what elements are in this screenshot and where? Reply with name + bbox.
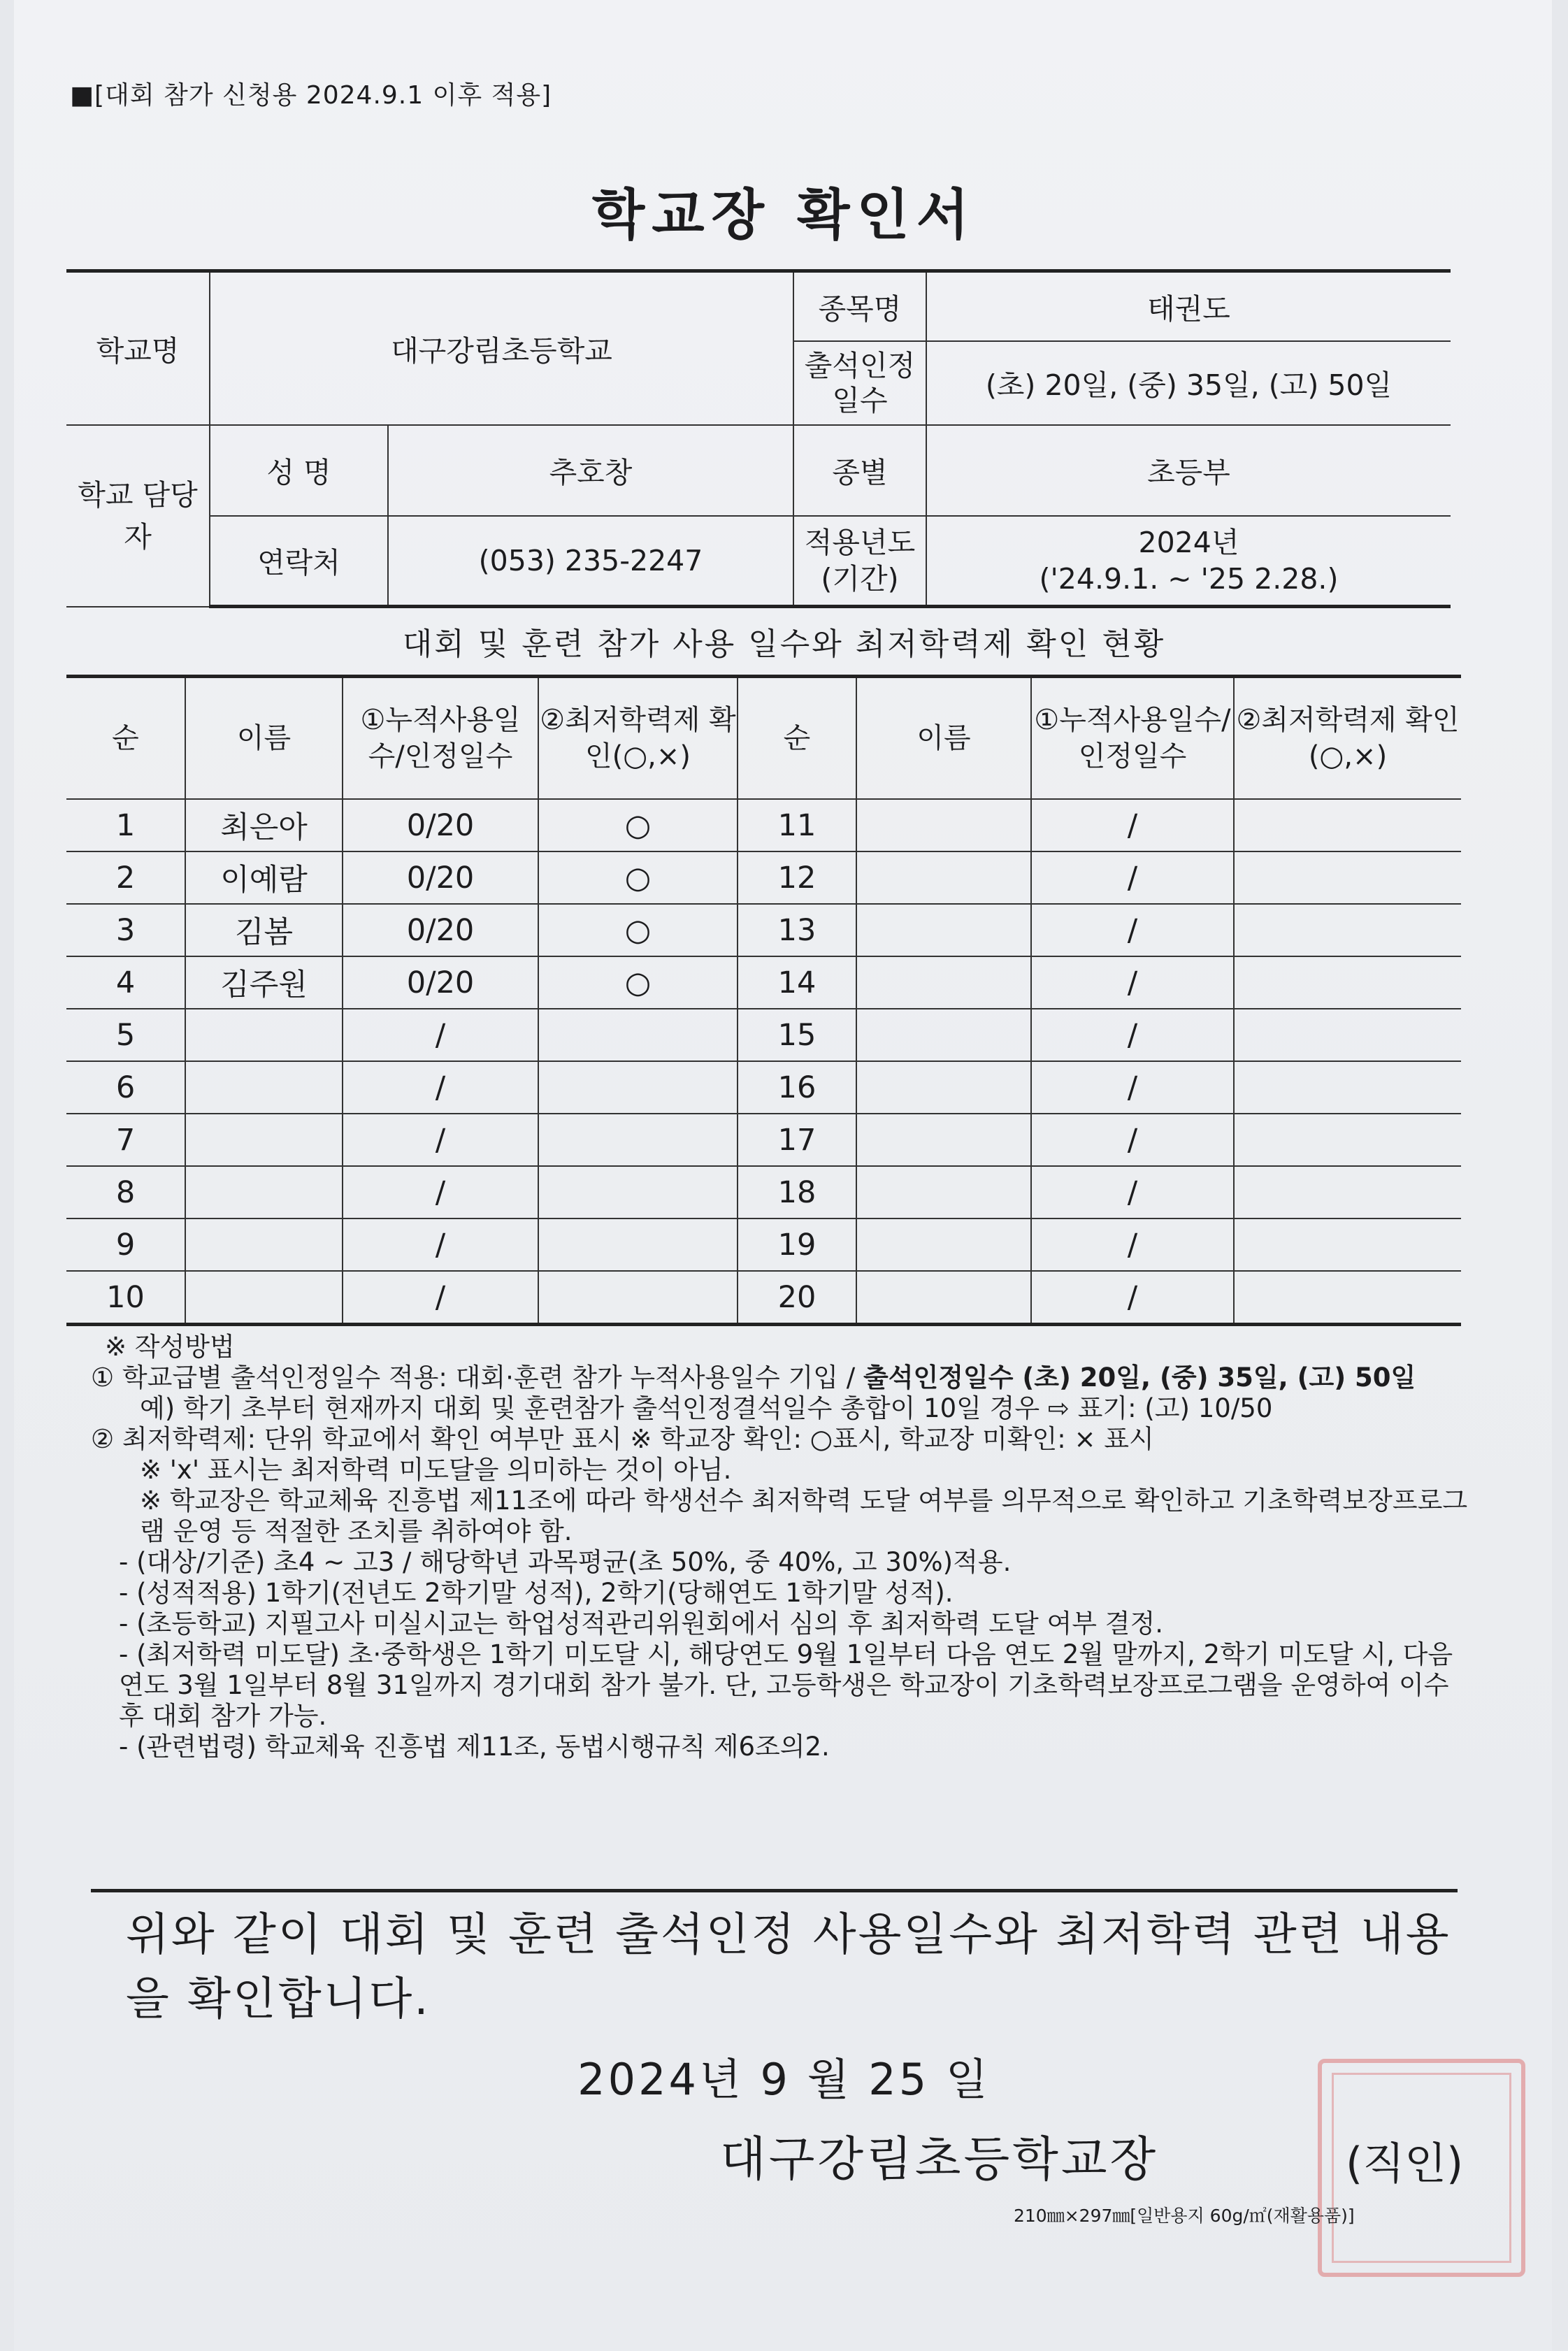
- cell-order-right: 14: [738, 956, 856, 1009]
- note-target-criteria: - (대상/기준) 초4 ~ 고3 / 해당학년 과목평균(초 50%, 중 40%, 고 30%)적용.: [119, 1547, 1012, 1577]
- cell-name: 김봄: [185, 904, 343, 956]
- writing-instructions: [91, 1332, 1468, 1762]
- table-body: [66, 799, 1461, 1325]
- header-days: ①누적사용일수/인정일수: [343, 677, 538, 800]
- cell-order-right: 16: [738, 1061, 856, 1114]
- cell-order: 3: [66, 904, 185, 956]
- cell-check: ○: [538, 851, 738, 904]
- table-row: [66, 904, 1461, 956]
- cell-days-right: /: [1031, 956, 1234, 1009]
- confirmation-statement: 위와 같이 대회 및 훈련 출석인정 사용일수와 최저학력 관련 내용을 확인합니다.: [126, 1909, 1451, 2025]
- cell-name: [185, 1114, 343, 1166]
- cell-check-right: [1234, 956, 1461, 1009]
- cell-check-right: [1234, 1114, 1461, 1166]
- table-row: [66, 851, 1461, 904]
- header-order-right: 순: [738, 677, 856, 800]
- info-table: [66, 269, 1451, 608]
- applicable-year-label: [793, 516, 926, 607]
- cell-days: /: [343, 1271, 538, 1325]
- table-row: [66, 1218, 1461, 1271]
- applicable-year-value-line1: 2024년: [1138, 525, 1239, 559]
- cell-name: 이예람: [185, 851, 343, 904]
- table-row: [66, 1166, 1461, 1218]
- table-row: [66, 1271, 1461, 1325]
- cell-name: 최은아: [185, 799, 343, 851]
- applicable-year-value-line2: ('24.9.1. ~ '25 2.28.): [1039, 561, 1339, 596]
- cell-check-right: [1234, 1061, 1461, 1114]
- cell-order-right: 20: [738, 1271, 856, 1325]
- cell-order-right: 15: [738, 1009, 856, 1061]
- note-1-text: ① 학교급별 출석인정일수 적용: 대회·훈련 참가 누적사용일수 기입 /: [91, 1363, 864, 1393]
- table-header-row: [66, 677, 1461, 800]
- applicable-year-label-line1: 적용년도: [804, 525, 916, 559]
- table-row: [66, 956, 1461, 1009]
- seal-mark: (직인): [1346, 2138, 1464, 2189]
- notes-heading: ※ 작성방법: [105, 1332, 235, 1362]
- cell-order-right: 12: [738, 851, 856, 904]
- cell-name-right: [856, 1271, 1031, 1325]
- cell-order: 6: [66, 1061, 185, 1114]
- cell-days: /: [343, 1218, 538, 1271]
- cell-days-right: /: [1031, 1218, 1234, 1271]
- document-title: 학교장 확인서: [591, 184, 977, 247]
- cell-days: 0/20: [343, 799, 538, 851]
- cell-name: [185, 1271, 343, 1325]
- status-subheading: 대회 및 훈련 참가 사용 일수와 최저학력제 확인 현황: [402, 626, 1166, 662]
- category-value: 초등부: [926, 425, 1451, 516]
- cell-check-right: [1234, 904, 1461, 956]
- note-2-remark-1: ※ 'x' 표시는 최저학력 미도달을 의미하는 것이 아님.: [140, 1455, 732, 1485]
- attendance-days-value: (초) 20일, (중) 35일, (고) 50일: [926, 341, 1451, 425]
- cell-check-right: [1234, 1009, 1461, 1061]
- signer-name: 대구강림초등학교장: [720, 2132, 1159, 2187]
- category-label: 종별: [793, 425, 926, 516]
- cell-name-right: [856, 956, 1031, 1009]
- note-below-minimum: - (최저학력 미도달) 초·중학생은 1학기 미도달 시, 해당연도 9월 1일부터 다음 연도 2월 말까지, 2학기 미도달 시, 다음 연도 3월 1일부터 8월 31일까지 경기대회 참가 불가. 단, 고등학생은 학교장이 기초학력보장프로그램을 운영하여 이수 후 대회 참가 가능.: [119, 1639, 1453, 1731]
- contact-label: 연락처: [210, 516, 388, 607]
- school-name-value: 대구강림초등학교: [210, 271, 793, 425]
- note-elementary-school: - (초등학교) 지필고사 미실시교는 학업성적관리위원회에서 심의 후 최저학력 도달 여부 결정.: [119, 1609, 1164, 1639]
- school-manager-label: 학교 담당자: [66, 425, 210, 607]
- cell-order: 9: [66, 1218, 185, 1271]
- cell-days-right: /: [1031, 1271, 1234, 1325]
- participant-table: [66, 675, 1461, 1326]
- table-row: [66, 799, 1461, 851]
- cell-days-right: /: [1031, 799, 1234, 851]
- cell-days-right: /: [1031, 1166, 1234, 1218]
- cell-check: [538, 1114, 738, 1166]
- cell-name: [185, 1218, 343, 1271]
- header-days-right: ①누적사용일수/인정일수: [1031, 677, 1234, 800]
- cell-name-right: [856, 799, 1031, 851]
- note-1: [91, 1363, 1468, 1393]
- sport-label: 종목명: [793, 271, 926, 341]
- cell-name-right: [856, 904, 1031, 956]
- header-min-academic-right: ②최저학력제 확인(○,×): [1234, 677, 1461, 800]
- contact-value: (053) 235-2247: [388, 516, 793, 607]
- cell-check-right: [1234, 799, 1461, 851]
- cell-order: 10: [66, 1271, 185, 1325]
- cell-order-right: 11: [738, 799, 856, 851]
- note-grade-application: - (성적적용) 1학기(전년도 2학기말 성적), 2학기(당해연도 1학기말 성적).: [119, 1578, 954, 1608]
- cell-days: /: [343, 1061, 538, 1114]
- note-related-law: - (관련법령) 학교체육 진흥법 제11조, 동법시행규칙 제6조의2.: [119, 1732, 830, 1762]
- table-row: [66, 1114, 1461, 1166]
- cell-name-right: [856, 1114, 1031, 1166]
- cell-name-right: [856, 1061, 1031, 1114]
- cell-order-right: 13: [738, 904, 856, 956]
- cell-check: ○: [538, 956, 738, 1009]
- note-1-example: 예) 학기 초부터 현재까지 대회 및 훈련참가 출석인정결석일수 총합이 10일 경우 ⇨ 표기: (고) 10/50: [140, 1393, 1273, 1423]
- cell-days-right: /: [1031, 1114, 1234, 1166]
- cell-check: ○: [538, 799, 738, 851]
- cell-check-right: [1234, 1218, 1461, 1271]
- header-name: 이름: [185, 677, 343, 800]
- cell-check: ○: [538, 904, 738, 956]
- header-name-right: 이름: [856, 677, 1031, 800]
- form-header-note: ■[대회 참가 신청용 2024.9.1 이후 적용]: [70, 81, 552, 110]
- cell-order-right: 18: [738, 1166, 856, 1218]
- cell-check: [538, 1218, 738, 1271]
- table-row: [66, 1061, 1461, 1114]
- cell-days-right: /: [1031, 1009, 1234, 1061]
- note-2: ② 최저학력제: 단위 학교에서 확인 여부만 표시 ※ 학교장 확인: ○표시, 학교장 미확인: × 표시: [91, 1424, 1154, 1454]
- cell-days: 0/20: [343, 851, 538, 904]
- cell-check: [538, 1009, 738, 1061]
- school-name-label: 학교명: [66, 271, 210, 425]
- manager-name-value: 추호창: [388, 425, 793, 516]
- cell-check: [538, 1166, 738, 1218]
- cell-check: [538, 1271, 738, 1325]
- note-1-bold: 출석인정일수 (초) 20일, (중) 35일, (고) 50일: [863, 1363, 1416, 1393]
- cell-days: /: [343, 1114, 538, 1166]
- cell-name: [185, 1061, 343, 1114]
- cell-order-right: 17: [738, 1114, 856, 1166]
- cell-days-right: /: [1031, 851, 1234, 904]
- cell-name: [185, 1166, 343, 1218]
- cell-days-right: /: [1031, 1061, 1234, 1114]
- cell-order: 1: [66, 799, 185, 851]
- paper-spec-footer: 210㎜×297㎜[일반용지 60g/㎡(재활용품)]: [1014, 2206, 1355, 2226]
- manager-name-label: 성 명: [210, 425, 388, 516]
- section-divider: [91, 1889, 1458, 1892]
- document-date: 2024년 9 월 25 일: [577, 2054, 991, 2105]
- applicable-year-value: [926, 516, 1451, 607]
- cell-check-right: [1234, 1166, 1461, 1218]
- cell-name-right: [856, 851, 1031, 904]
- cell-check-right: [1234, 1271, 1461, 1325]
- cell-order: 4: [66, 956, 185, 1009]
- cell-check-right: [1234, 851, 1461, 904]
- cell-days-right: /: [1031, 904, 1234, 956]
- cell-days: /: [343, 1009, 538, 1061]
- cell-order-right: 19: [738, 1218, 856, 1271]
- header-order: 순: [66, 677, 185, 800]
- cell-days: 0/20: [343, 956, 538, 1009]
- cell-order: 5: [66, 1009, 185, 1061]
- header-min-academic: ②최저학력제 확인(○,×): [538, 677, 738, 800]
- cell-order: 8: [66, 1166, 185, 1218]
- cell-check: [538, 1061, 738, 1114]
- cell-name: 김주원: [185, 956, 343, 1009]
- cell-name-right: [856, 1166, 1031, 1218]
- attendance-days-label: 출석인정 일수: [793, 341, 926, 425]
- cell-days: /: [343, 1166, 538, 1218]
- sport-value: 태권도: [926, 271, 1451, 341]
- cell-order: 7: [66, 1114, 185, 1166]
- cell-days: 0/20: [343, 904, 538, 956]
- cell-name-right: [856, 1218, 1031, 1271]
- cell-order: 2: [66, 851, 185, 904]
- note-2-remark-2: ※ 학교장은 학교체육 진흥법 제11조에 따라 학생선수 최저학력 도달 여부를 의무적으로 확인하고 기초학력보장프로그램 운영 등 적절한 조치를 취하여야 함.: [140, 1486, 1468, 1546]
- cell-name-right: [856, 1009, 1031, 1061]
- table-row: [66, 1009, 1461, 1061]
- cell-name: [185, 1009, 343, 1061]
- applicable-year-label-line2: (기간): [821, 561, 899, 596]
